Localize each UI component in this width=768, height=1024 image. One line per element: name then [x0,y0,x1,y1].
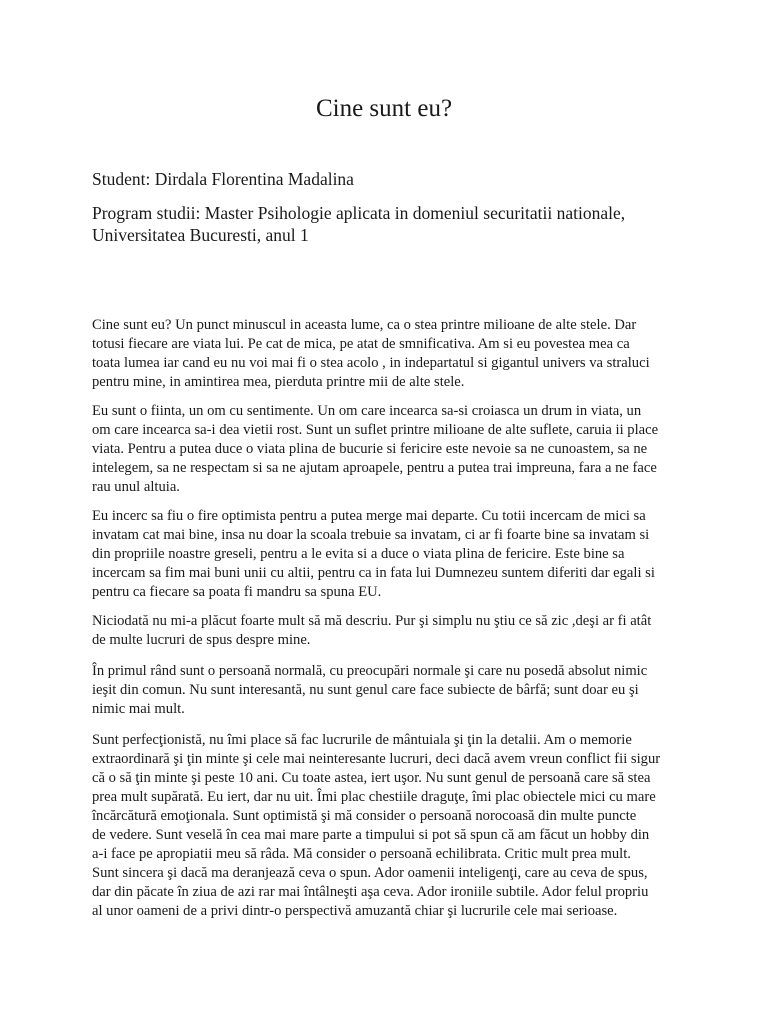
paragraph [92,662,684,719]
text-line: rau unul altuia. [92,479,180,495]
text-line: toata lumea iar cand eu nu voi mai fi o stea acolo , in indepartatul si gigantul univers va straluci [92,355,650,371]
text-line: prea mult supărată. Eu iert, dar nu uit. Îmi plac chestiile draguţe, îmi plac obiectele mici cu mare [92,789,656,805]
paragraph [92,612,684,650]
text-line: intelegem, sa ne respectam si sa ne ajutam aproapele, pentru a putea trai impreuna, fara a ne face [92,460,657,476]
page-title: Cine sunt eu? [315,95,453,122]
text-line: ieşit din comun. Nu sunt interesantă, nu sunt genul care face subiecte de bârfă; sunt doar eu şi [92,682,639,698]
text-line: de vedere. Sunt veselă în cea mai mare parte a timpului si pot să spun că am făcut un hobby din [92,827,650,843]
text-line: om care incearca sa-i dea vietii rost. Sunt un suflet printre milioane de alte suflete, caruia ii place [92,422,659,438]
paragraph [92,731,684,921]
text-line: al unor oameni de a privi dintr-o perspectivă amuzantă chiar şi lucrurile cele mai serioase. [92,903,618,919]
text-line: extraordinară şi ţin minte şi cele mai neinteresante lucruri, deci dacă avem vreun conflict fii sigur [92,751,661,767]
text-line: Cine sunt eu? Un punct minuscul in aceasta lume, ca o stea printre milioane de alte stele. Dar [92,317,637,333]
text-line: viata. Pentru a putea duce o viata plina de bucurie si fericire este nevoie sa ne cunoastem, sa ne [92,441,648,457]
text-line: Sunt perfecţionistă, nu îmi place să fac lucrurile de mântuiala şi ţin la detalii. Am o memorie [92,732,632,748]
text-line: Sunt sincera şi dacă ma deranjează ceva o spun. Ador oamenii inteligenţi, care au ceva de spus, [92,865,648,881]
text-line: dar din păcate în ziua de azi rar mai întâlneşti aşa ceva. Ador ironiile subtile. Ador felul propriu [92,884,649,900]
text-line: încărcătură emoţionala. Sunt optimistă şi mă consider o persoană norocoasă din multe puncte [92,808,637,824]
text-line: incercam sa fim mai buni unii cu altii, pentru ca in fata lui Dumnezeu suntem diferiti dar egali si [92,565,655,581]
text-line: nimic mai mult. [92,701,185,717]
text-line: totusi fiecare are viata lui. Pe cat de mica, pe atat de smnificativa. Am si eu povestea mea ca [92,336,630,352]
program-line: Program studii: Master Psihologie aplicata in domeniul securitatii nationale, [92,203,626,223]
text-line: Niciodată nu mi-a plăcut foarte mult să mă descriu. Pur şi simplu nu ştiu ce să zic ,deşi ar fi atât [92,613,652,629]
text-line: a-i face pe apropiatii meu să râda. Mă consider o persoană echilibrata. Critic mult prea mult. [92,846,631,862]
text-line: pentru ca fiecare sa poata fi mandru sa spuna EU. [92,584,382,600]
paragraph [92,316,684,392]
text-line: din propriile noastre greseli, pentru a le evita si a duce o viata plina de fericire. Este bine sa [92,546,625,562]
student-name: Student: Dirdala Florentina Madalina [92,169,354,189]
essay-body [92,316,684,931]
text-line: pentru mine, in amintirea mea, pierduta printre mii de alte stele. [92,374,465,390]
program-info [92,202,692,246]
paragraph [92,402,684,497]
text-line: invatam cat mai bine, insa nu doar la scoala trebuie sa invatam, ci ar fi foarte bine sa invatam si [92,527,650,543]
paragraph [92,507,684,602]
text-line: Eu sunt o fiinta, un om cu sentimente. Un om care incearca sa-si croiasca un drum in viata, un [92,403,642,419]
text-line: Eu incerc sa fiu o fire optimista pentru a putea merge mai departe. Cu totii incercam de mici sa [92,508,646,524]
text-line: În primul rând sunt o persoană normală, cu preocupări normale şi care nu posedă absolut nimic [92,663,648,679]
program-line: Universitatea Bucuresti, anul 1 [92,225,309,245]
text-line: că o să ţin minte şi peste 10 ani. Cu toate astea, iert uşor. Nu sunt genul de persoană care să stea [92,770,651,786]
text-line: de multe lucruri de spus despre mine. [92,632,311,648]
